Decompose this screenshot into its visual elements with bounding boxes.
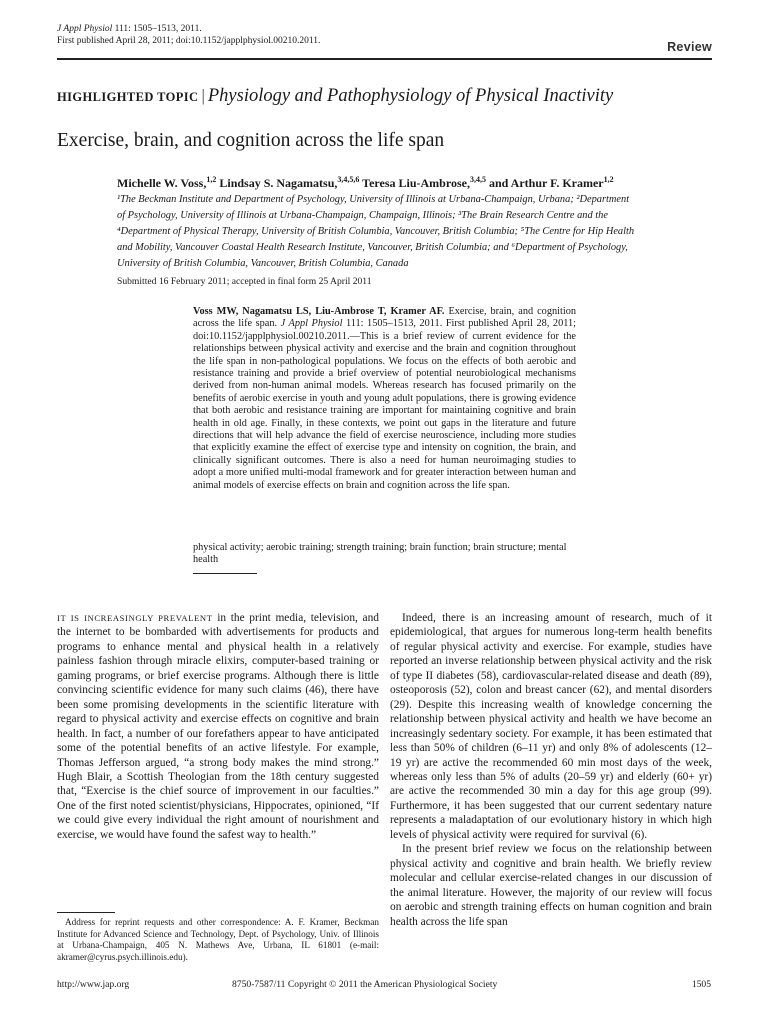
author-name: Lindsay S. Nagamatsu, [216,176,338,190]
copyright-notice: 8750-7587/11 Copyright © 2011 the American Physiological Society [232,979,498,990]
body-paragraph [57,611,379,842]
highlighted-topic [57,86,613,107]
body-column-right [390,611,712,929]
paragraph-text: in the print media, television, and the internet to be bombarded with advertisements for products and programs to enhance mental and physical health in a relatively painless fashion through miracle elixirs, computer-based training or gaming programs, or brief exercise programs. Although there is little convincing scientific evidence for many such claims (46), there have been some promising developments in the scientific literature with regard to physical activity and exercise effects on cognitive and brain health. In fact, a number of our forefathers appear to have anticipated some of the potential benefits of an active lifestyle. For example, Thomas Jefferson argued, “a strong body makes the mind strong.” Hugh Blair, a Scottish Theologian from the 18th century suggested that, “Exercise is the chief source of improvement in our faculties.” One of the first noted scientist/physicians, Hippocrates, opinioned, “If we could give every individual the right amount of nourishment and exercise, we would have found the safest way to health.” [57,612,379,841]
body-paragraph [390,611,712,842]
paragraph-text: In the present brief review we focus on the relationship between physical activity and cognitive and brain health. We briefly review molecular and cellular exercise-related changes in our discussion of the animal literature. However, the majority of our review will focus on aerobic and strength training effects on human cognition and brain health across the life span [390,843,712,928]
publication-info: First published April 28, 2011; doi:10.1152/japplphysiol.00210.2011. [57,36,321,46]
header-divider [57,58,712,60]
correspondence-footnote: Address for reprint requests and other correspondence: A. F. Kramer, Beckman Institute for Advanced Science and Technology, Dept. of Psychology, Univ. of Illinois at Urbana-Champaign, 405 N. Mathews Ave, Urbana, IL 61801 (e-mail: akramer@cyrus.psych.illinois.edu). [57,917,379,962]
page-number: 1505 [691,979,711,990]
abstract-journal: J Appl Physiol [280,318,343,330]
article-title: Exercise, brain, and cognition across the life span [57,130,445,151]
submission-dates: Submitted 16 February 2011; accepted in final form 25 April 2011 [117,276,372,287]
section-label: Review [667,40,712,54]
topic-title: Physiology and Pathophysiology of Physical Inactivity [207,86,614,106]
author-affiliation: 1,2 [603,175,614,184]
abstract-body: 111: 1505–1513, 2011. First published April 28, 2011; doi:10.1152/japplphysiol.00210.2011.—This is a brief review of current evidence for the relationships between physical activity and exercise and the brain and cognition throughout the life span in non-pathological populations. We focus on the effects of both aerobic and resistance training and provide a brief overview of potential neurobiological mechanisms derived from non-human animal models. Whereas research has focused primarily on the benefits of aerobic exercise in youth and young adult populations, there is growing evidence that both aerobic and resistance training are important for maintaining cognitive and brain health in old age. Finally, in these contexts, we point out gaps in the literature and future directions that will help advance the field of exercise neuroscience, including more studies that explicitly examine the effect of exercise type and intensity on cognition, the brain, and clinically significant outcomes. There is also a need for human neuroimaging studies to adopt a more unified multi-modal framework and for greater interaction between human and animal models of exercise effects on brain and cognition across the life span. [193,318,577,491]
author-affiliation: 3,4,5,6 [337,175,360,184]
affiliation-line: of Psychology, University of Illinois at Urbana-Champaign, Champaign, Illinois; ³The Brain Research Centre and the [117,210,608,221]
affiliation-line: ¹The Beckman Institute and Department of Psychology, University of Illinois at Urbana-Champaign, Urbana; ²Department [117,194,630,205]
affiliation-line: and Mobility, Vancouver Coastal Health Research Institute, Vancouver, British Columbia; and ⁶Department of Psychology, [117,242,628,253]
affiliations [117,192,717,272]
journal-citation [57,23,320,47]
opening-smallcaps: IT IS INCREASINGLY PREVALENT [57,613,213,623]
journal-abbrev: J Appl Physiol [57,24,113,34]
author-name: Michelle W. Voss, [117,176,207,190]
topic-separator: | [201,86,205,105]
author-list [117,175,614,191]
keywords: physical activity; aerobic training; strength training; brain function; brain structure; mental health [193,542,567,566]
author-name: and Arthur F. Kramer [485,176,604,190]
author-name: Teresa Liu-Ambrose, [359,176,470,190]
abstract-lead: Voss MW, Nagamatsu LS, Liu-Ambrose T, Kramer AF. [193,306,445,317]
body-paragraph [390,842,712,929]
keywords-divider [193,573,257,574]
author-affiliation: 1,2 [206,175,217,184]
footnote-divider [57,912,115,913]
journal-url-link[interactable]: http://www.jap.org [57,979,130,990]
topic-label: HIGHLIGHTED TOPIC [57,90,199,104]
journal-volume: 111: 1505–1513, 2011. [112,24,202,34]
affiliation-line: University of British Columbia, Vancouver, British Columbia, Canada [117,258,409,269]
body-column-left [57,611,379,842]
abstract [193,306,576,492]
abstract-citation: Exercise, brain, and cognition across the life span. [193,306,577,330]
author-affiliation: 3,4,5 [469,175,486,184]
paragraph-text: Indeed, there is an increasing amount of research, much of it epidemiological, that argues for numerous long-term health benefits of regular physical activity and exercise. For example, studies have reported an inverse relationship between physical activity and the risk of type II diabetes (58), cardiovascular-related disease and death (89), osteoporosis (52), colon and breast cancer (62), and mental disorders (29). Despite this increasing wealth of knowledge concerning the relationship between physical activity and health we have become an increasingly sedentary society. For example, it has been estimated that less than 50% of children (6–11 yr) and only 8% of adolescents (12–19 yr) are active the recommended 60 min most days of the week, whereas only less than 5% of adults (20–59 yr) and elderly (60+ yr) are active the recommended 30 min a day for this age group (99). Furthermore, it has been suggested that our current sedentary nature represents a maladaptation of our evolutionary history in which high levels of physical activity were required for survival (6). [390,612,712,841]
affiliation-line: ⁴Department of Physical Therapy, University of British Columbia, Vancouver, British Columbia; ⁵The Centre for Hip Health [117,226,635,237]
